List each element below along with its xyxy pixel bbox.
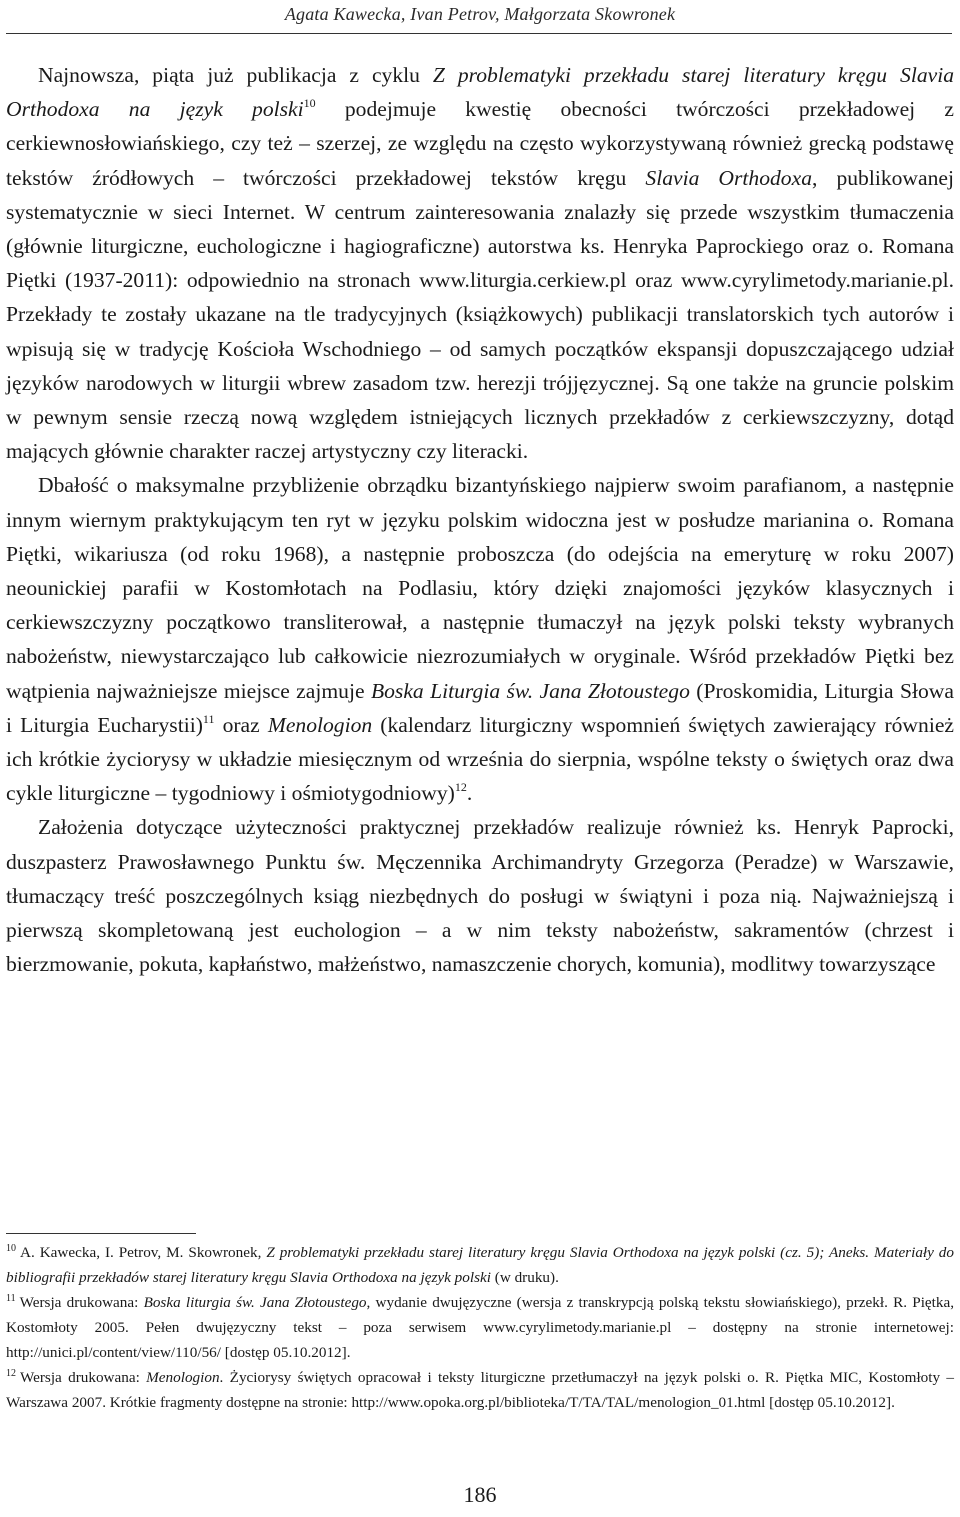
header-rule	[6, 33, 952, 34]
footnote-rule	[6, 1233, 196, 1234]
footnote-12: $^{12}$ Wersja drukowana: Menologion. Życiorysy świętych opracował i teksty liturgiczne przetłumaczył na język polski o. R. Piętka MIC, Kostomłoty – Warszawa 2007. Krótkie fragmenty dostępne na stronie: http://www.opoka.org.pl/biblioteka/T/TA/TAL/menologion_01.html [dostęp 05.10.2012].	[6, 1368, 955, 1411]
paragraph-2: Dbałość o maksymalne przybliżenie obrządku bizantyńskiego najpierw swoim parafianom, a następnie innym wiernym praktykującym ten ryt w języku polskim widoczna jest w posłudze marianina o. Romana Piętki, wikariusza (od roku 1968), a następnie proboszcza (do odejścia na emeryturę w roku 2007) neounickiej parafii w Kostomłotach na Podlasiu, który dzięki znajomości języków klasycznych i cerkiewszczyzny początkowo transliterował, a następnie tłumaczył na język polski teksty wybranych nabożeństw, niewystarczająco lub całkowicie niezrozumiałych w oryginale. Wśród przekładów Piętki bez wątpienia najważniejsze miejsce zajmuje Boska Liturgia św. Jana Złotoustego (Proskomidia, Liturgia Słowa i Liturgia Eucharystii)$^{11}$ oraz Menologion (kalendarz liturgiczny wspomnień świętych zawierający również ich krótkie życiorysy w układzie miesięcznym od września do sierpnia, wspólne teksty o świętych oraz dwa cykle liturgiczne – tygodniowy i ośmiotygodniowy)$^{12}$.	[6, 473, 954, 806]
running-header: Agata Kawecka, Ivan Petrov, Małgorzata Skowronek	[284, 4, 676, 24]
footnotes	[6, 1240, 954, 1415]
paragraph-3: Założenia dotyczące użyteczności praktycznej przekładów realizuje również ks. Henryk Paprocki, duszpasterz Prawosławnego Punktu św. Męczennika Archimandryty Grzegorza (Peradze) w Warszawie, tłumaczący treść poszczególnych ksiąg niezbędnych do posługi w świątyni i poza nią. Najważniejszą i pierwszą skompletowaną jest euchologion – a w nim teksty nabożeństw, sakramentów (chrzest i bierzmowanie, pokuta, kapłaństwo, małżeństwo, namaszczenie chorych, komunia), modlitwy towarzyszące	[6, 815, 954, 977]
footnote-11: $^{11}$ Wersja drukowana: Boska liturgia św. Jana Złotoustego, wydanie dwujęzyczne (wersja z transkrypcją polską tekstu słowiańskiego), przekł. R. Piętka, Kostomłoty 2005. Pełen dwujęzyczny tekst – poza serwisem www.cyrylimetody.marianie.pl – dostępny na stronie internetowej: http://unici.pl/content/view/110/56/ [dostęp 05.10.2012].	[6, 1293, 955, 1361]
footnote-ref-12: 12	[454, 780, 467, 795]
paragraph-1: Najnowsza, piąta już publikacja z cyklu Z problematyki przekładu starej literatury kręgu Slavia Orthodoxa na język polski$^{10}$ podejmuje kwestię obecności twórczości przekładowej z cerkiewnosłowiańskiego, czy też – szerzej, ze względu na często wykorzystywaną również grecką podstawę tekstów źródłowych – twórczości przekładowej tekstów kręgu Slavia Orthodoxa, publikowanej systematycznie w sieci Internet. W centrum zainteresowania znalazły się przede wszystkim tłumaczenia (głównie liturgiczne, euchologiczne i hagiograficzne) autorstwa ks. Henryka Paprockiego oraz o. Romana Piętki (1937-2011): odpowiednio na stronach www.liturgia.cerkiew.pl oraz www.cyrylimetody.marianie.pl. Przekłady te zostały ukazane na tle tradycyjnych (książkowych) publikacji translatorskich tych autorów i wpisują się w tradycję Kościoła Wschodniego – od samych początków ekspansji dopuszczającego udział języków narodowych w liturgii wbrew zasadom tzw. herezji trójjęzycznej. Są one także na gruncie polskim w pewnym sensie rzeczą nową względem istniejących licznych przekładów z cerkiewszczyzny, dotąd mających głównie charakter raczej artystyczny czy literacki.	[6, 63, 954, 464]
footnote-10: $^{10}$ A. Kawecka, I. Petrov, M. Skowronek, Z problematyki przekładu starej literatury kręgu Slavia Orthodoxa na język polski (cz. 5); Aneks. Materiały do bibliografii przekładów starej literatury kręgu Slavia Orthodoxa na język polski (w druku).	[6, 1243, 954, 1286]
footnote-ref-11: 11	[202, 711, 215, 726]
body-text	[6, 58, 954, 981]
page-number: 186	[463, 1482, 497, 1507]
footnote-ref-10: 10	[303, 96, 316, 111]
